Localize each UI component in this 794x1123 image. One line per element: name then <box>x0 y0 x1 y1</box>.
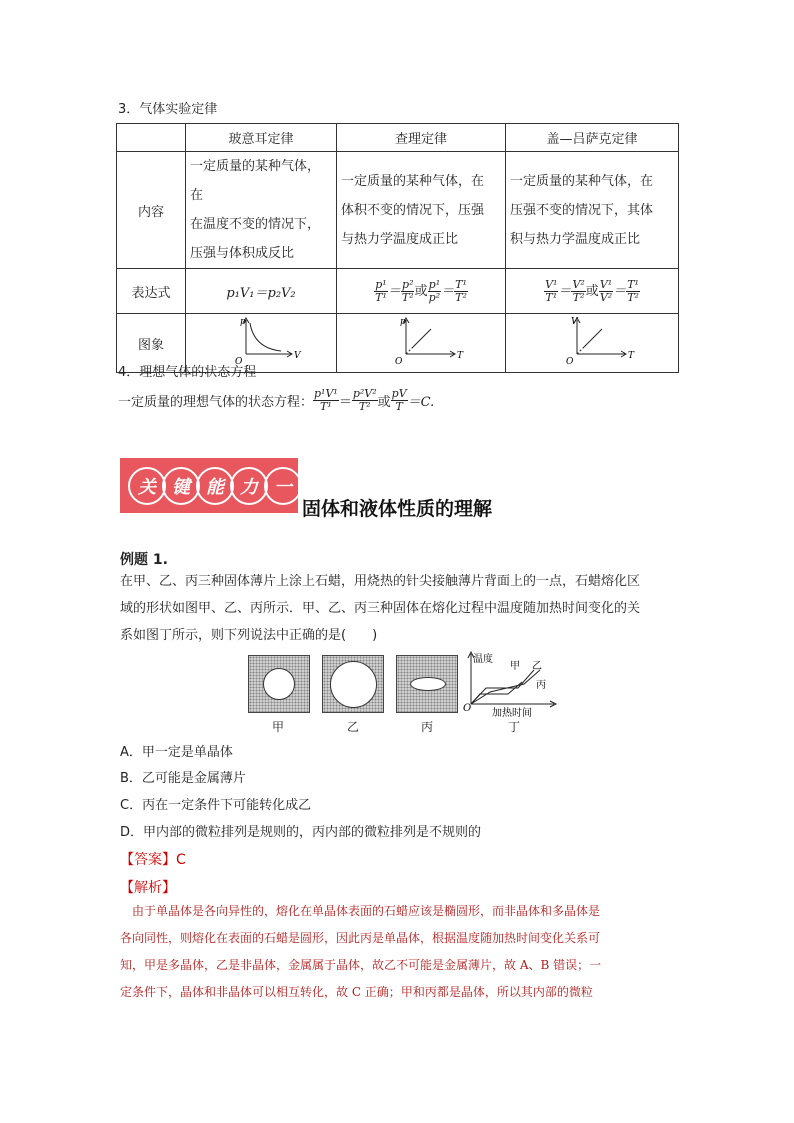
equals-sign: ＝ <box>441 283 455 299</box>
analysis-text <box>120 898 678 1006</box>
gay-content-line: 积与热力学温度成正比 <box>510 231 641 247</box>
fraction-num: p² <box>402 277 414 291</box>
axis-label: V <box>571 317 578 327</box>
boyle-formula: p₁V₁＝p₂V₂ <box>186 269 337 314</box>
figure-label: 丙 <box>421 720 434 734</box>
fraction-num: p²V² <box>352 387 377 400</box>
axis-label: 加热时间 <box>492 708 532 718</box>
fraction-num: p¹ <box>375 277 387 291</box>
option-c: C．丙在一定条件下可能转化成乙 <box>120 798 312 813</box>
origin-label: O <box>235 357 243 367</box>
option-d: D．甲内部的微粒排列是规则的，丙内部的微粒排列是不规则的 <box>120 825 482 840</box>
sample-bing-square <box>396 655 458 713</box>
sample-jia-square <box>248 655 310 713</box>
charles-content-line: 体积不变的情况下，压强 <box>341 202 485 218</box>
answer <box>120 849 186 869</box>
example-label: 例题 1. <box>120 552 168 568</box>
fraction <box>374 279 388 304</box>
header-gay-lussac: 盖—吕萨克定律 <box>506 124 679 152</box>
fraction-num: V¹ <box>545 277 558 291</box>
fraction <box>313 388 339 413</box>
key-ability-banner <box>120 458 298 513</box>
curve-label: 乙 <box>532 661 542 672</box>
fraction-den: T² <box>358 400 371 413</box>
pt-linear-graph <box>346 314 496 368</box>
charles-content <box>337 152 506 269</box>
banner-char: 关 <box>128 467 166 505</box>
table-header-corner <box>117 124 186 152</box>
equation-prefix: 一定质量的理想气体的状态方程： <box>118 395 314 410</box>
option-b: B．乙可能是金属薄片 <box>120 771 246 786</box>
wax-ellipse <box>410 677 446 691</box>
fraction-den: T¹ <box>375 290 387 304</box>
fraction <box>544 279 558 304</box>
fraction-num: V² <box>572 277 585 291</box>
fraction-den: T² <box>401 290 414 304</box>
axis-label: p <box>240 317 246 327</box>
origin-label: O <box>395 357 403 367</box>
fraction-den: T² <box>627 290 639 304</box>
ideal-gas-equation <box>118 388 434 413</box>
analysis-line: 知，甲是多晶体，乙是非晶体，金属属于晶体，故乙不可能是金属薄片，故 A、B 错误；一 <box>120 958 602 972</box>
axis-label: T <box>457 351 464 361</box>
header-boyle: 玻意耳定律 <box>186 124 337 152</box>
row-label-expression: 表达式 <box>117 269 186 314</box>
boyle-content <box>186 152 337 269</box>
fraction-num: V¹ <box>599 277 613 291</box>
gay-lussac-graph <box>506 314 679 373</box>
equals-sign: ＝ <box>558 283 572 299</box>
row-label-content: 内容 <box>117 152 186 269</box>
fraction <box>571 279 585 304</box>
equation-tail: ＝C. <box>407 395 435 410</box>
analysis-line: 由于单晶体是各向异性的，熔化在单晶体表面的石蜡应该是椭圆形，而非晶体和多晶体是 <box>120 904 601 918</box>
analysis-line: 各向同性，则熔化在表面的石蜡是圆形，因此丙是单晶体，根据温度随加热时间变化关系可 <box>120 931 601 945</box>
equals-sign: ＝ <box>338 395 352 410</box>
fraction <box>352 388 378 413</box>
banner-char: 键 <box>162 467 200 505</box>
fraction-den: T¹ <box>545 290 558 304</box>
banner-char: 力 <box>230 467 268 505</box>
gay-content-line: 一定质量的某种气体，在 <box>510 173 654 189</box>
fraction <box>454 279 468 304</box>
fraction-den: V² <box>599 290 613 304</box>
fraction <box>428 279 441 304</box>
axis-label: T <box>628 351 635 361</box>
gay-lussac-formula <box>506 269 679 314</box>
equals-sign: ＝ <box>613 283 627 299</box>
fraction-num: pV <box>391 387 407 400</box>
analysis-line: 定条件下，晶体和非晶体可以相互转化，故 C 正确；甲和丙都是晶体，所以其内部的微粒 <box>120 985 593 999</box>
fraction-den: p² <box>428 290 441 304</box>
fraction <box>401 279 415 304</box>
banner-char: 一 <box>264 467 302 505</box>
fraction-den: T² <box>455 290 467 304</box>
banner-char: 能 <box>196 467 234 505</box>
section-heading: 固体和液体性质的理解 <box>302 498 493 520</box>
question-line: 域的形状如图甲、乙、丙所示．甲、乙、丙三种固体在熔化过程中温度随加热时间变化的关 <box>120 601 641 616</box>
fraction-num: p¹V¹ <box>314 387 338 400</box>
figure-label: 甲 <box>272 720 285 734</box>
pv-hyperbola-graph <box>191 314 331 368</box>
gay-content-line: 压强不变的情况下，其体 <box>510 202 654 218</box>
boyle-content-line: 一定质量的某种气体，在 <box>190 159 321 203</box>
fraction-num: T¹ <box>627 277 639 291</box>
or-word: 或 <box>414 283 428 299</box>
figure-label: 乙 <box>347 720 360 734</box>
fraction <box>599 279 613 304</box>
or-word: 或 <box>377 395 391 410</box>
row-label-graph: 图象 <box>117 314 186 373</box>
curve-label: 甲 <box>510 661 520 672</box>
or-word: 或 <box>585 283 599 299</box>
gas-laws-table <box>116 123 679 373</box>
curve-label: 丙 <box>536 680 546 691</box>
option-a: A．甲一定是单晶体 <box>120 745 233 760</box>
question-line: 系如图丁所示，则下列说法中正确的是( ) <box>120 628 378 643</box>
charles-formula <box>337 269 506 314</box>
temperature-time-graph <box>462 650 562 718</box>
origin-label: O <box>463 703 472 714</box>
fraction-den: T² <box>572 290 585 304</box>
gay-lussac-content <box>506 152 679 269</box>
fraction <box>626 279 640 304</box>
fraction-num: p¹ <box>428 277 441 291</box>
analysis-label: 【解析】 <box>120 880 176 896</box>
equals-sign: ＝ <box>387 283 401 299</box>
wax-circle-large <box>330 661 377 708</box>
sample-yi-square <box>322 655 384 713</box>
answer-value: C <box>176 852 186 868</box>
axis-label: 温度 <box>473 654 493 665</box>
boyle-content-line: 压强与体积成反比 <box>190 246 295 261</box>
boyle-content-line: 在温度不变的情况下， <box>190 217 321 232</box>
answer-label: 【答案】 <box>120 852 176 868</box>
fraction-den: T <box>395 400 403 413</box>
charles-content-line: 与热力学温度成正比 <box>341 231 459 247</box>
vt-linear-graph <box>517 314 667 368</box>
header-charles: 查理定律 <box>337 124 506 152</box>
axis-label: V <box>294 351 301 361</box>
figure-label: 丁 <box>508 720 521 734</box>
charles-content-line: 一定质量的某种气体，在 <box>341 173 485 189</box>
fraction <box>391 388 408 413</box>
origin-label: O <box>566 357 574 367</box>
axis-label: p <box>400 317 406 327</box>
fraction-den: T¹ <box>320 400 332 413</box>
wax-circle-small <box>263 668 295 700</box>
fraction-num: T¹ <box>455 277 467 291</box>
section-3-title: 3．气体实验定律 <box>118 102 218 117</box>
question-line: 在甲、乙、丙三种固体薄片上涂上石蜡，用烧热的针尖接触薄片背面上的一点，石蜡熔化区 <box>120 574 641 589</box>
charles-graph <box>337 314 506 373</box>
section-4-title: 4．理想气体的状态方程 <box>118 365 257 380</box>
